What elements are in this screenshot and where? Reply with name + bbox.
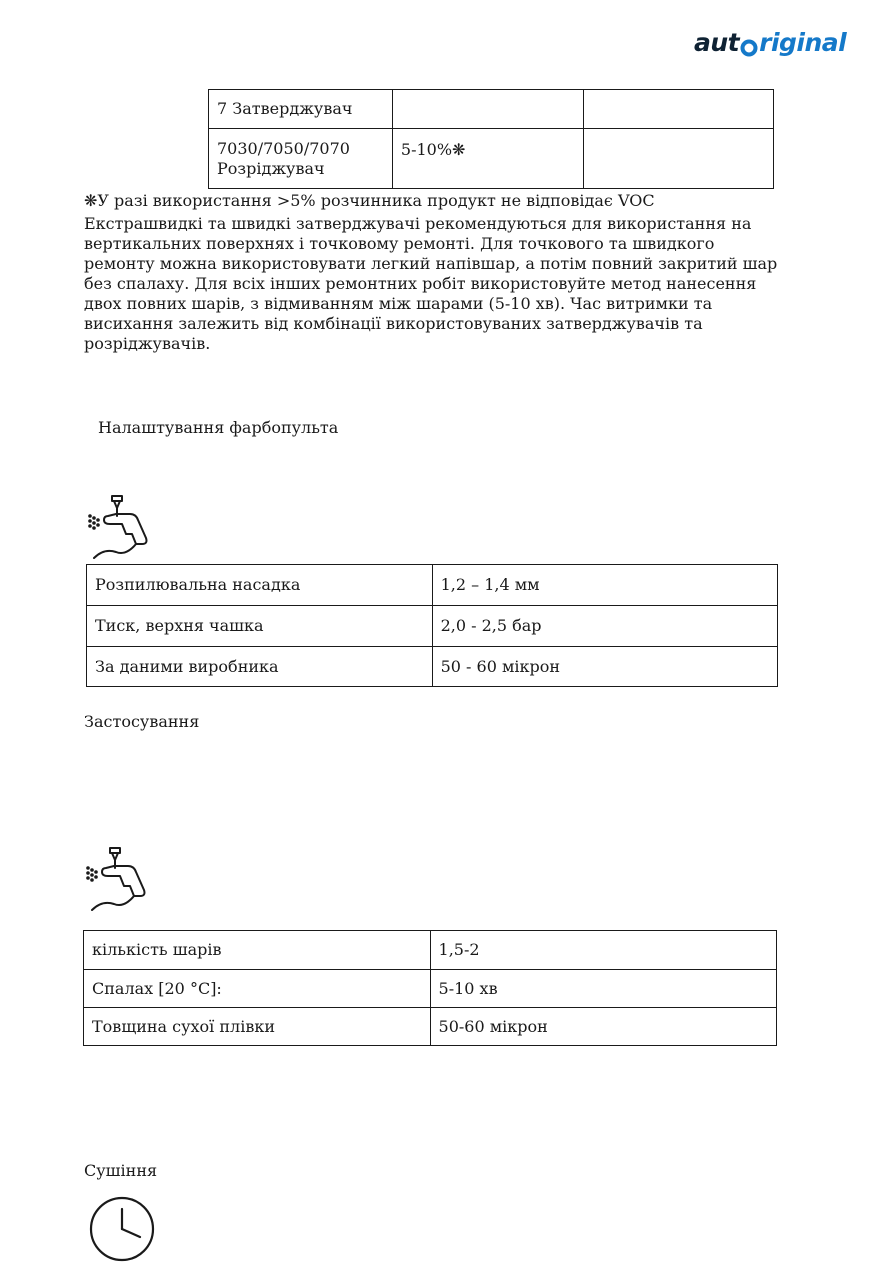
- hardener-thinner-table: [208, 89, 774, 189]
- table-cell: [392, 90, 583, 129]
- table-row: [84, 970, 777, 1008]
- paragraph-line: висихання залежить від комбінації використовуваних затверджувачів та: [84, 314, 703, 333]
- table-cell: Тиск, верхня чашка: [87, 606, 433, 647]
- usage-paragraph: [84, 214, 777, 354]
- spray-settings-table: [86, 564, 778, 687]
- paragraph-line: вертикальних поверхнях і точковому ремонті. Для точкового та швидкого: [84, 234, 715, 253]
- table-cell: 5-10%❋: [392, 129, 583, 189]
- table-cell: Товщина сухої плівки: [84, 1008, 431, 1046]
- drying-heading: Сушіння: [84, 1161, 158, 1180]
- table-row: [87, 647, 778, 687]
- paragraph-line: ремонту можна використовувати легкий напівшар, а потім повний закритий шар: [84, 254, 778, 273]
- table-cell: кількість шарів: [84, 931, 431, 970]
- table-cell: 1,2 – 1,4 мм: [432, 565, 777, 606]
- table-row: [87, 606, 778, 647]
- paragraph-line: Екстрашвидкі та швидкі затверджувачі рекомендуються для використання на: [84, 214, 752, 233]
- clock-icon: [88, 1195, 156, 1263]
- paragraph-line: розріджувачів.: [84, 334, 211, 353]
- table-cell: 5-10 хв: [430, 970, 776, 1008]
- table-cell: За даними виробника: [87, 647, 433, 687]
- table-cell: 1,5-2: [430, 931, 776, 970]
- autoriginal-logo: [694, 28, 846, 57]
- paragraph-line: без спалаху. Для всіх інших ремонтних робіт використовуйте метод нанесення: [84, 274, 757, 293]
- application-heading: Застосування: [84, 712, 200, 731]
- table-cell: [583, 90, 774, 129]
- table-row: [209, 129, 774, 189]
- table-row: [87, 565, 778, 606]
- table-cell: 7 Затверджувач: [209, 90, 393, 129]
- application-table: [83, 930, 777, 1046]
- table-row: [84, 931, 777, 970]
- spray-gun-icon: [86, 494, 158, 562]
- table-cell: 50-60 мікрон: [430, 1008, 776, 1046]
- table-row: [84, 1008, 777, 1046]
- table-cell: 50 - 60 мікрон: [432, 647, 777, 687]
- table-cell: Розпилювальна насадка: [87, 565, 433, 606]
- spray-settings-heading: Налаштування фарбопульта: [98, 418, 339, 437]
- spray-gun-icon: [84, 846, 156, 914]
- table-cell: 7030/7050/7070 Розріджувач: [209, 129, 393, 189]
- table-cell: [583, 129, 774, 189]
- logo-text-blue: riginal: [759, 28, 847, 57]
- paragraph-line: двох повних шарів, з відмиванням між шарами (5-10 хв). Час витримки та: [84, 294, 713, 313]
- logo-ring-icon: [740, 34, 758, 52]
- table-row: [209, 90, 774, 129]
- logo-text-dark: aut: [694, 28, 740, 57]
- table-cell: 2,0 - 2,5 бар: [432, 606, 777, 647]
- voc-footnote: ❋У разі використання >5% розчинника продукт не відповідає VOC: [84, 191, 655, 210]
- table-cell: Спалах [20 °C]:: [84, 970, 431, 1008]
